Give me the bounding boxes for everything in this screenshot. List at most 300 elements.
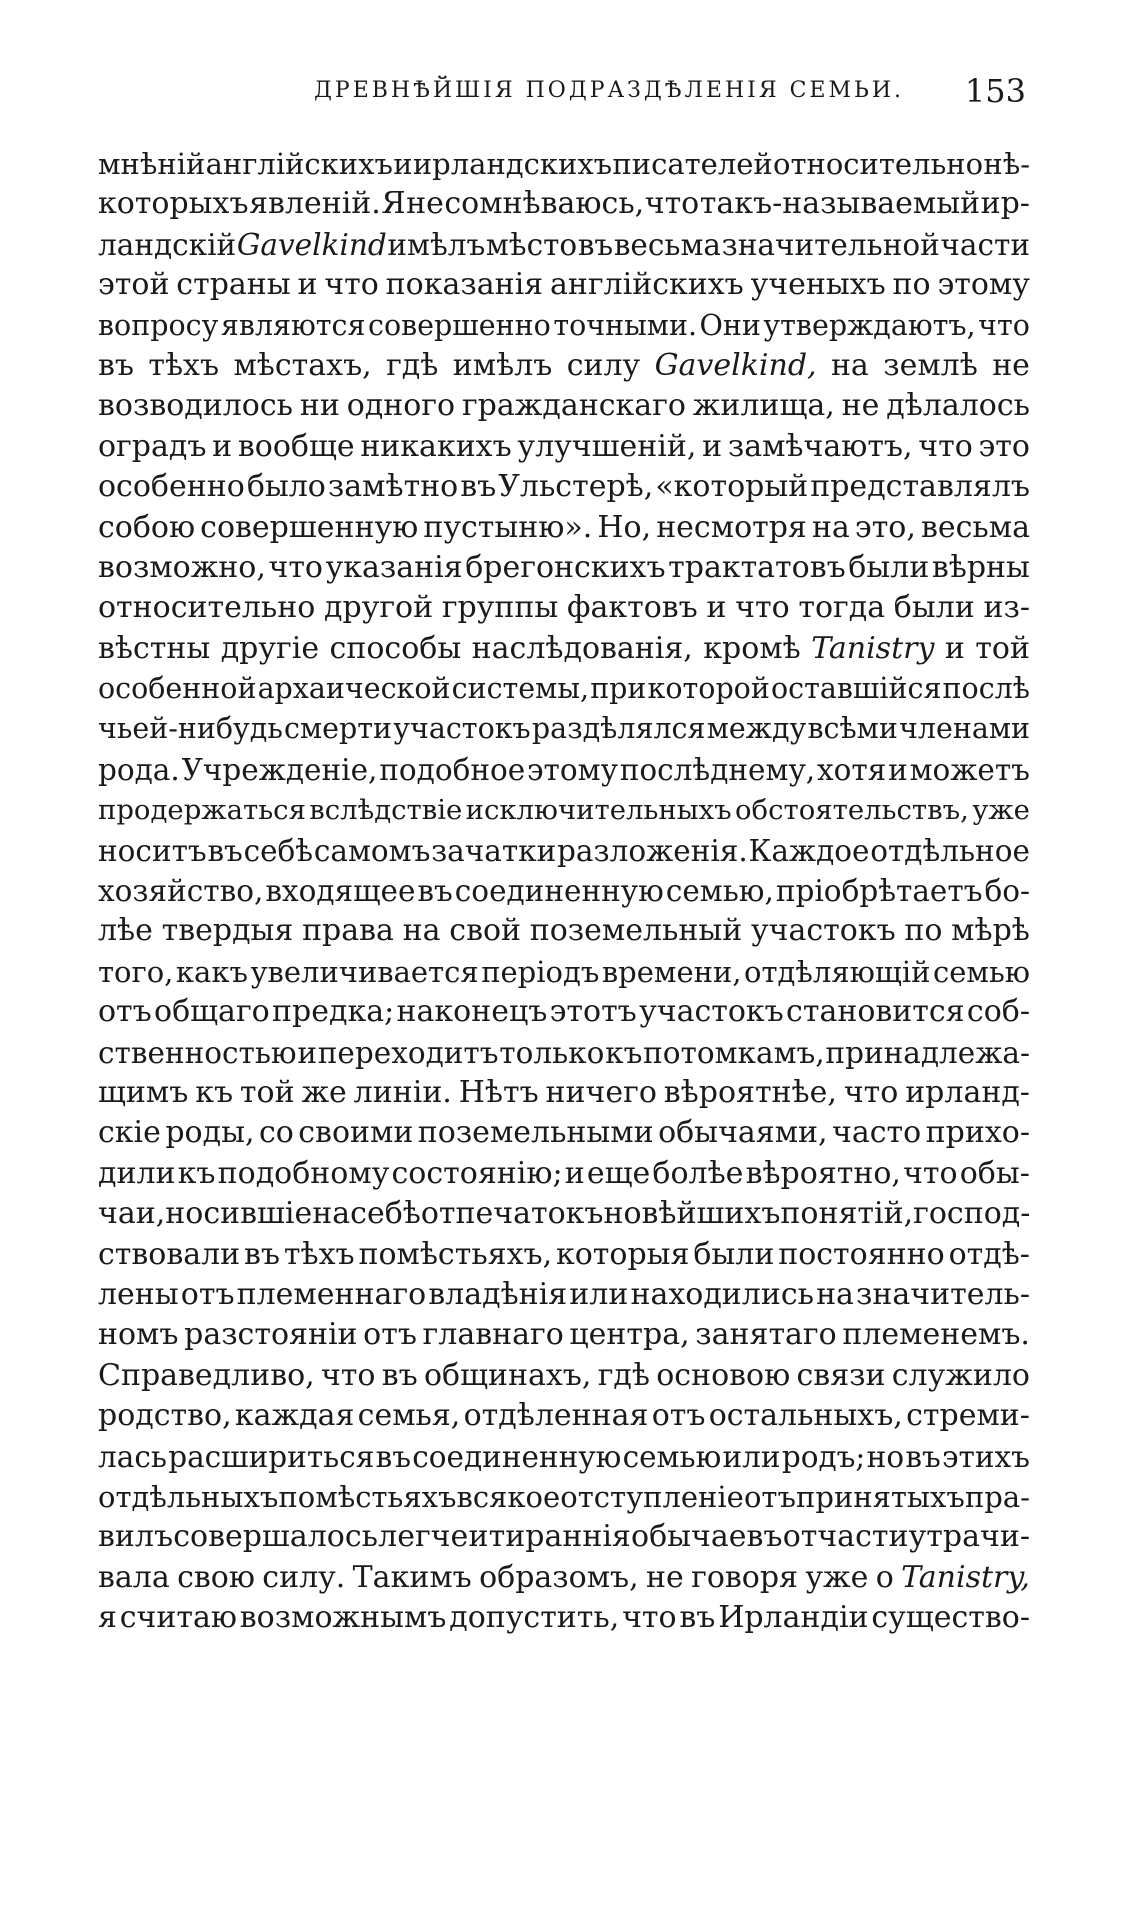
word: той	[239, 1074, 295, 1110]
text-line	[98, 1437, 1030, 1477]
word: подобному	[217, 1155, 390, 1191]
word: допустить,	[449, 1600, 620, 1636]
text-line	[98, 346, 1030, 386]
word: состоянію;	[391, 1155, 563, 1191]
word: общинахъ,	[423, 1357, 592, 1393]
word: Справедливо,	[98, 1357, 315, 1393]
running-head	[98, 72, 1030, 112]
word: зачатки	[431, 833, 557, 868]
word: становится	[786, 994, 965, 1030]
word: фактовъ	[566, 590, 698, 626]
word: въ	[417, 874, 453, 909]
word: мѣсто	[485, 227, 578, 262]
word: семья,	[357, 1398, 461, 1434]
word: отъ	[180, 1276, 235, 1312]
word: прихо-	[925, 1115, 1030, 1151]
word: что	[324, 267, 379, 303]
word: отъ	[98, 994, 152, 1030]
word: бо-	[984, 874, 1030, 909]
word: главнаго	[422, 1317, 564, 1353]
word: части	[940, 227, 1030, 262]
word: сомнѣваюсь,	[444, 186, 645, 222]
word: возводилось	[98, 388, 293, 424]
word: вѣстны	[98, 630, 211, 666]
text-line	[98, 992, 1030, 1032]
word: скіе	[98, 1115, 161, 1151]
word: весьма	[920, 509, 1030, 545]
word: расшириться	[168, 1439, 375, 1474]
word: разложенія.	[557, 833, 748, 868]
word: поземельный	[529, 913, 743, 949]
word: этихъ	[942, 1439, 1030, 1474]
word: силу	[566, 347, 641, 383]
word: ландскій	[98, 227, 237, 262]
word: болѣе	[652, 1155, 744, 1191]
word: общаго	[154, 994, 270, 1030]
text-line	[98, 225, 1030, 265]
word: только	[499, 1035, 605, 1070]
word: этому	[527, 752, 618, 787]
word: говоря	[691, 1559, 798, 1595]
word: всякое	[456, 1479, 561, 1514]
text-line	[98, 1517, 1030, 1557]
word: вопросу	[98, 308, 219, 342]
word: трактатовъ	[668, 549, 846, 585]
word: переходитъ	[317, 1035, 499, 1070]
word: Учрежденіе,	[181, 752, 378, 787]
word: принадлежа-	[825, 1035, 1030, 1070]
word: связи	[796, 1357, 886, 1393]
word: продержаться	[98, 794, 306, 827]
word: племеннаго	[236, 1276, 427, 1312]
text-line	[98, 709, 1030, 749]
word: особенно	[98, 469, 245, 505]
word: что	[268, 549, 323, 585]
word: относительно	[98, 590, 316, 626]
word: оградъ	[98, 428, 207, 464]
word: тогда	[798, 590, 886, 626]
word: представлялъ	[810, 469, 1030, 505]
page-number: 153	[964, 72, 1026, 110]
word: что	[622, 1600, 677, 1636]
text-line	[98, 629, 1030, 669]
word: отступленіе	[560, 1479, 744, 1514]
word: родъ;	[781, 1439, 866, 1474]
word: основою	[656, 1357, 791, 1393]
word: послѣ	[942, 672, 1030, 706]
word: я	[98, 1600, 117, 1636]
word: никакихъ	[360, 428, 512, 464]
word: отчасти	[782, 1519, 909, 1555]
word: этому	[937, 267, 1030, 303]
text-line	[98, 750, 1030, 790]
word: по	[904, 913, 943, 949]
word: пріобрѣтаетъ	[775, 874, 983, 909]
word: совершалось	[173, 1519, 378, 1555]
word: пустыню».	[423, 509, 593, 545]
word: раздѣлялся	[531, 712, 706, 746]
word: тираннія	[488, 1519, 631, 1555]
word: между	[706, 712, 807, 746]
word: группы	[441, 590, 559, 626]
text-line	[98, 1396, 1030, 1436]
word: отдѣльныхъ	[98, 1479, 279, 1514]
word: на	[830, 347, 869, 383]
word: или	[569, 1276, 629, 1312]
word: Такимъ	[352, 1559, 472, 1595]
word: часто	[832, 1115, 922, 1151]
text-line	[98, 1275, 1030, 1315]
word: Но,	[597, 509, 652, 545]
word: другіе	[220, 630, 320, 666]
word: наконецъ	[396, 994, 548, 1030]
word: твердыя	[161, 913, 294, 949]
word: каждая	[234, 1398, 355, 1434]
word: Ирландіи	[718, 1600, 869, 1636]
word: участокъ	[393, 712, 531, 746]
word: уже	[805, 1559, 869, 1595]
text-line	[98, 184, 1030, 224]
word: себѣ	[243, 833, 314, 868]
word: носившіе	[165, 1196, 313, 1232]
word: что	[978, 308, 1030, 342]
word: свою	[177, 1559, 255, 1595]
word: гдѣ	[597, 1357, 650, 1393]
word: утверждаютъ,	[763, 308, 976, 342]
word: ничего	[545, 1074, 657, 1110]
word: хозяйство,	[98, 874, 264, 909]
word: къ	[605, 1035, 643, 1070]
word: періодъ	[481, 954, 600, 989]
word: отдѣльное	[870, 833, 1030, 868]
word: о	[875, 1559, 894, 1595]
word: Ульстерѣ,	[498, 469, 654, 505]
word: на	[816, 1276, 854, 1312]
word: вилъ	[98, 1519, 174, 1555]
word: исключительныхъ	[465, 794, 732, 827]
word: рода.	[98, 752, 180, 787]
text-line	[98, 871, 1030, 911]
word: находились	[630, 1276, 814, 1312]
word: возможнымъ	[239, 1600, 447, 1636]
word: способы	[329, 630, 462, 666]
word: Tanistry,	[901, 1559, 1030, 1595]
word: роды,	[165, 1115, 255, 1151]
word: участокъ	[750, 913, 896, 949]
word: были	[893, 590, 975, 626]
word: въ	[207, 833, 243, 868]
word: и	[212, 428, 233, 464]
word: писателей	[612, 147, 773, 181]
word: ственностью	[98, 1035, 297, 1070]
word: но	[866, 1439, 905, 1474]
text-line	[98, 1235, 1030, 1275]
word: свой	[449, 913, 522, 949]
word: въ	[98, 347, 134, 383]
text-line	[98, 831, 1030, 871]
word: къ	[195, 1074, 234, 1110]
text-line	[98, 911, 1030, 951]
text-line	[98, 427, 1030, 467]
word: относительно	[773, 147, 984, 181]
text-line	[98, 508, 1030, 548]
word: что	[735, 590, 790, 626]
text-line	[98, 1558, 1030, 1598]
word: другой	[324, 590, 434, 626]
word: весьма	[613, 227, 721, 262]
word: это	[978, 428, 1030, 464]
word: соб-	[966, 994, 1030, 1030]
word: значительной	[721, 227, 940, 262]
word: нѣ-	[983, 147, 1030, 181]
word: имѣлъ	[387, 227, 486, 262]
word: Tanistry	[811, 630, 935, 666]
word: такъ-называемый	[699, 186, 981, 222]
word: не	[841, 388, 880, 424]
word: которыхъ	[98, 186, 249, 222]
word: остальныхъ,	[708, 1398, 903, 1434]
word: наслѣдованія,	[471, 630, 693, 666]
text-line	[98, 1315, 1030, 1355]
word: помѣстьяхъ	[278, 1479, 457, 1514]
word: ирланд-	[905, 1074, 1030, 1110]
word: совершенную	[200, 509, 419, 545]
word: Gavelkind	[236, 227, 387, 262]
word: особенной	[98, 672, 257, 706]
word: семью	[932, 954, 1030, 989]
word: легче	[378, 1519, 469, 1555]
text-line	[98, 265, 1030, 305]
word: отпечатокъ	[420, 1196, 604, 1232]
word: одного	[346, 388, 456, 424]
word: подобное	[379, 752, 526, 787]
word: новѣйшихъ	[603, 1196, 781, 1232]
word: послѣднему,	[619, 752, 816, 787]
word: пра-	[964, 1479, 1030, 1514]
word: обычаями,	[658, 1115, 828, 1151]
word: силу.	[262, 1559, 346, 1595]
word: своими	[298, 1115, 414, 1151]
word: отдѣленная	[463, 1398, 649, 1434]
word: обычаевъ	[631, 1519, 783, 1555]
word: членами	[899, 712, 1030, 746]
word: господ-	[913, 1196, 1030, 1232]
word: въ	[244, 1236, 281, 1272]
text-line	[98, 144, 1030, 184]
word: считаю	[119, 1600, 237, 1636]
word: являются	[220, 308, 366, 342]
body-text	[98, 144, 1030, 1638]
word: въ	[679, 1600, 716, 1636]
word: со	[258, 1115, 294, 1151]
word: ученыхъ	[750, 267, 886, 303]
word: что	[918, 428, 973, 464]
word: соединенную	[454, 874, 664, 909]
word: и	[706, 590, 727, 626]
word: несмотря	[656, 509, 807, 545]
word: системы,	[451, 672, 590, 706]
word: увеличивается	[250, 954, 479, 989]
word: это,	[854, 509, 916, 545]
word: чаи,	[98, 1196, 166, 1232]
word: что	[843, 1074, 899, 1110]
word: той	[975, 630, 1030, 666]
word: разстояніи	[184, 1317, 358, 1353]
word: смерти	[284, 712, 393, 746]
word: понятій,	[780, 1196, 914, 1232]
word: или	[722, 1439, 781, 1474]
word: на	[312, 1196, 351, 1232]
text-line	[98, 1033, 1030, 1073]
word: служило	[891, 1357, 1030, 1393]
word: себѣ	[350, 1196, 421, 1232]
word: въ	[460, 469, 497, 505]
word: чьей-нибудь	[98, 712, 283, 746]
word: на	[402, 913, 441, 949]
word: хотя	[816, 752, 887, 787]
word: дѣлалось	[886, 388, 1030, 424]
word: мѣрѣ	[951, 913, 1030, 949]
word: тѣхъ	[283, 1236, 355, 1272]
word: архаической	[257, 672, 451, 706]
word: и	[702, 428, 723, 464]
word: вслѣдствіе	[309, 794, 463, 827]
running-title: ДРЕВНѢЙШІЯ ПОДРАЗДѢЛЕНІЯ СЕМЬИ.	[314, 78, 904, 103]
word: помѣстьяхъ,	[358, 1236, 553, 1272]
text-line	[98, 669, 1030, 709]
word: отъ	[363, 1317, 417, 1353]
text-line	[98, 1073, 1030, 1113]
word: Gavelkind,	[654, 347, 817, 383]
word: мѣстахъ,	[233, 347, 372, 383]
word: времени,	[601, 954, 742, 989]
text-line	[98, 386, 1030, 426]
word: жилища,	[692, 388, 835, 424]
word: Каждое	[748, 833, 870, 868]
word: занятаго	[695, 1317, 837, 1353]
word: отдѣ-	[948, 1236, 1030, 1272]
word: вала	[98, 1559, 170, 1595]
text-line	[98, 548, 1030, 588]
word: постоянно	[778, 1236, 945, 1272]
word: Нѣтъ	[458, 1074, 539, 1110]
word: того,	[98, 954, 174, 989]
word: лѣе	[98, 913, 153, 949]
word: страны	[176, 267, 291, 303]
word: линіи.	[353, 1074, 452, 1110]
word: улучшеній,	[517, 428, 697, 464]
word: вѣроятнѣе,	[663, 1074, 837, 1110]
word: англійскихъ	[205, 147, 393, 181]
word: уже	[972, 794, 1030, 827]
word: предка;	[272, 994, 395, 1030]
word: по	[892, 267, 931, 303]
word: указанія	[325, 549, 463, 585]
word: соединенную	[412, 1439, 622, 1474]
word: и	[888, 752, 908, 787]
word: и	[393, 147, 413, 181]
word: тѣхъ	[148, 347, 220, 383]
word: образомъ,	[479, 1559, 639, 1595]
word: из-	[983, 590, 1030, 626]
word: ни	[299, 388, 340, 424]
word: показанія	[385, 267, 544, 303]
word: «который	[655, 469, 809, 505]
word: обы-	[959, 1155, 1030, 1191]
text-line	[98, 1113, 1030, 1153]
word: и	[468, 1519, 489, 1555]
word: всѣми	[807, 712, 898, 746]
word: въ	[381, 1357, 418, 1393]
word: еще	[586, 1155, 651, 1191]
word: точными.	[553, 308, 697, 342]
word: утрачи-	[908, 1519, 1030, 1555]
word: щимъ	[98, 1074, 189, 1110]
word: какъ	[175, 954, 248, 989]
word: лены	[98, 1276, 179, 1312]
word: ир-	[980, 186, 1030, 222]
word: семью,	[665, 874, 774, 909]
word: не	[992, 347, 1030, 383]
word: стреми-	[906, 1398, 1030, 1434]
word: мнѣній	[98, 147, 206, 181]
word: поземельными	[417, 1115, 654, 1151]
word: дили	[98, 1155, 176, 1191]
word: племенемъ.	[842, 1317, 1030, 1353]
text-line	[98, 1598, 1030, 1638]
word: что	[320, 1357, 376, 1393]
word: номъ	[98, 1317, 179, 1353]
word: участокъ	[639, 994, 784, 1030]
word: вѣроятно,	[745, 1155, 901, 1191]
word: явленій.	[249, 186, 381, 222]
text-line	[98, 467, 1030, 507]
word: самомъ	[313, 833, 431, 868]
text-line	[98, 952, 1030, 992]
word: можетъ	[909, 752, 1030, 787]
word: и	[944, 630, 965, 666]
word: лась	[98, 1439, 167, 1474]
word: и	[297, 1035, 317, 1070]
word: въ	[375, 1439, 411, 1474]
word: принятыхъ	[796, 1479, 965, 1514]
word: этой	[98, 267, 170, 303]
word: гдѣ	[386, 347, 439, 383]
word: что	[903, 1155, 958, 1191]
word: были	[693, 1236, 775, 1272]
word: въ	[577, 227, 614, 262]
word: же	[301, 1074, 347, 1110]
word: на	[811, 509, 850, 545]
word: отдѣляющій	[744, 954, 931, 989]
word: и	[564, 1155, 585, 1191]
word: центра,	[569, 1317, 690, 1353]
word: не	[406, 186, 444, 222]
word: Я	[381, 186, 406, 222]
word: обстоятельствъ,	[734, 794, 969, 827]
word: англійскихъ	[549, 267, 744, 303]
text-line	[98, 1356, 1030, 1396]
word: значитель-	[856, 1276, 1030, 1312]
word: возможно,	[98, 549, 266, 585]
word: кромѣ	[703, 630, 801, 666]
word: брегонскихъ	[465, 549, 666, 585]
word: къ	[177, 1155, 216, 1191]
word: землѣ	[883, 347, 978, 383]
word: которой	[647, 672, 770, 706]
word: отъ	[743, 1479, 796, 1514]
word: имѣлъ	[452, 347, 553, 383]
